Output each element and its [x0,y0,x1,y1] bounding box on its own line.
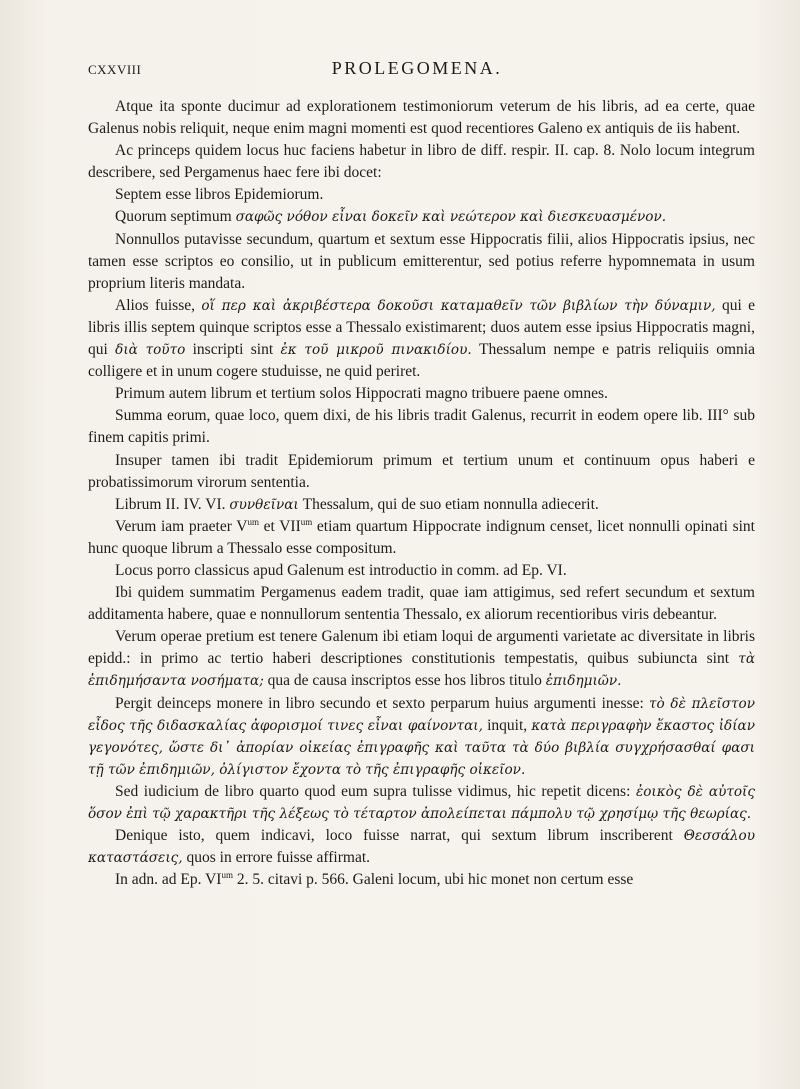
paragraph [88,560,755,582]
text-run: Alios fuisse, [115,296,202,314]
paragraph [88,383,755,405]
text-run: 2. 5. citavi p. 566. Galeni locum, ubi hic monet non certum esse [232,871,634,889]
text-run: et VII [259,517,301,535]
paragraph [88,693,755,781]
greek-quotation: σαφῶς νόθον εἶναι δοκεῖν καὶ νεώτερον καὶ διεσκευασμένον. [235,209,667,226]
text-run: Sed iudicium de libro quarto quod eum supra tulisse vidimus, hic repetit dicens: [115,782,636,800]
paragraph [88,450,755,494]
text-run: etiam quartum Hippocrate indignum censet, licet nonnulli opinati sint hunc quoque librum a Thessalo esse compositum. [88,517,755,557]
greek-quotation: Θεσσάλου καταστάσεις, [88,828,755,867]
greek-quotation: οἵ περ καὶ ἀκριβέστερα δοκοῦσι καταμαθεῖν τῶν βιβλίων τὴν δύναμιν, [201,297,716,314]
paragraph [88,869,755,891]
greek-quotation: τὰ ἐπιδημήσαντα νοσήματα; [88,651,755,690]
text-run: inquit, [482,716,532,734]
paragraph [88,626,755,692]
greek-quotation: τὸ δὲ πλεῖστον εἶδος τῆς διδασκαλίας ἀφορισμοί τινες εἶναι φαίνονται, [88,695,755,734]
text-run: Insuper tamen ibi tradit Epidemiorum primum et tertium unum et continuum opus haberi e probatissimorum virorum sententia. [88,451,755,491]
text-run: Locus porro classicus apud Galenum est introductio in comm. ad Ep. VI. [115,561,567,579]
paragraph [88,184,755,206]
paragraph [88,96,755,140]
paragraph [88,494,755,516]
text-run: Verum operae pretium est tenere Galenum ibi etiam loqui de argumenti varietate ac diversitate in libris epidd.: in primo ac tertio haberi descriptiones constitutionis tempestatis, quibus subiuncta sint [88,628,755,668]
text-run: In adn. ad Ep. VI [115,871,222,889]
body-text [88,96,755,891]
superscript: um [221,870,233,881]
superscript: um [300,516,313,527]
text-run: Septem esse libros Epidemiorum. [115,186,324,204]
text-run: Thessalum nempe e patris reliquiis omnia colligere et in unum cogere studuisse, ne quid periret. [88,341,755,381]
greek-quotation: ἐπιδημιῶν. [545,673,622,690]
text-run: Verum iam praeter V [115,517,248,535]
paragraph [88,582,755,626]
superscript: um [247,516,259,527]
text-run: Ibi quidem summatim Pergamenus eadem tradit, quae iam attigimus, sed refert secundum et sextum additamenta habere, quae e nonnullorum sententia Thessalo, ex aliorum recentioribus viris debeantur. [88,584,755,624]
text-run: qui e libris illis septem quinque scriptos esse a Thessalo existimarent; duos autem esse ipsius Hippocratis magni, qui [88,296,755,359]
text-run: Denique isto, quem indicavi, loco fuisse narrat, qui sextum librum inscriberent [115,827,684,845]
paragraph [88,229,755,295]
paragraph [88,295,755,383]
text-run: Summa eorum, quae loco, quem dixi, de his libris tradit Galenus, recurrit in eodem opere lib. III° sub finem capitis primi. [88,407,755,447]
text-run: Nonnullos putavisse secundum, quartum et sextum esse Hippocratis filii, alios Hippocratis ipsius, nec tamen esse scriptos eo consilio, ut in publicum emitterentur, sed potius referre hypomnemata in usum proprium literis mandata. [88,230,755,292]
text-run: inscripti sint [185,341,281,359]
text-run: Thessalum, qui de suo etiam nonnulla adiecerit. [298,495,599,513]
text-run: quos in errore fuisse affirmat. [182,849,371,867]
running-head [88,58,746,82]
greek-quotation: ἐοικὸς δὲ αὐτοῖς ὅσον ἐπὶ τῷ χαρακτῆρι τῆς λέξεως τὸ τέταρτον ἀπολείπεται πάμπολυ τῷ χρησίμῳ τῆς θεωρίας. [88,783,755,822]
paragraph [88,405,755,449]
greek-quotation: διὰ τοῦτο [115,342,186,359]
paragraph [88,516,755,560]
running-title: PROLEGOMENA. [331,58,503,78]
text-run: Primum autem librum et tertium solos Hippocrati magno tribuere paene omnes. [115,385,608,403]
paragraph [88,206,755,228]
text-run: Ac princeps quidem locus huc faciens habetur in libro de diff. respir. II. cap. 8. Nolo locum integrum describere, sed Pergamenus haec fere ibi docet: [88,142,755,182]
paragraph [88,140,755,184]
text-run: qua de causa inscriptos esse hos libros titulo [263,672,546,690]
page-number: CXXVIII [88,62,142,77]
text-run: Quorum septimum [115,208,236,226]
text-run: Librum II. IV. VI. [115,495,230,513]
paragraph [88,781,755,825]
text-run: Pergit deinceps monere in libro secundo et sexto perparum huius argumenti inesse: [115,694,650,712]
text-run: Atque ita sponte ducimur ad explorationem testimoniorum veterum de his libris, ad ea certe, quae Galenus nobis reliquit, neque enim magni momenti est quod recentiores Galeno ex antiquis de iis habent. [88,98,755,138]
paragraph [88,825,755,869]
greek-quotation: κατὰ περιγραφὴν ἕκαστος ἰδίαν γεγονότες, ὥστε δι᾽ ἀπορίαν οἰκείας ἐπιγραφῆς καὶ ταῦτα τὰ δύο βιβλία συγχρήσασθαί φασι τῇ τῶν ἐπιδημιῶν, ὀλίγιστον ἔχοντα τὸ τῆς ἐπιγραφῆς οἰκεῖον. [88,717,755,778]
greek-quotation: συνθεῖναι [229,496,299,513]
greek-quotation: ἐκ τοῦ μικροῦ πινακιδίου. [280,342,472,359]
